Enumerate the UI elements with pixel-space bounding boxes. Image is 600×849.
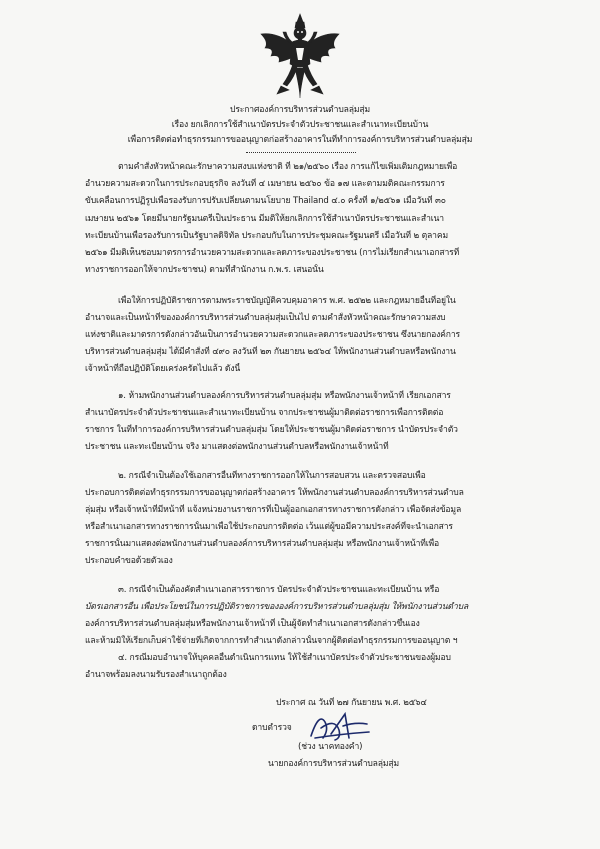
header-divider xyxy=(246,152,356,153)
signer-name: (ช่วง นาคทองคำ) xyxy=(298,742,363,752)
paragraph-1-line: ๒๕๖๑ มีมติเห็นชอบมาตรการอำนวยความสะดวกและลดภาระของประชาชน (การไม่เรียกสำเนาเอกสารที่ xyxy=(85,248,460,258)
announcement-date: ประกาศ ณ วันที่ ๒๗ กันยายน พ.ศ. ๒๕๖๔ xyxy=(276,698,427,708)
garuda-emblem-icon xyxy=(255,12,345,100)
paragraph-2-line: เพื่อให้การปฏิบัติราชการตามพระราชบัญญัติควบคุมอาคาร พ.ศ. ๒๕๒๒ และกฎหมายอื่นที่อยู่ใน xyxy=(118,296,456,306)
item-2-line: หรือสำเนาเอกสารทางราชการนั้นมาเพื่อใช้ประกอบการติดต่อ เว้นแต่ผู้ขอมีความประสงค์ที่จะนำเอกสาร xyxy=(85,522,453,532)
item-3-line: บัตรเอกสารอื่น เพื่อประโยชน์ในการปฏิบัติราชการขององค์การบริหารส่วนตำบลลุ่มสุ่ม ให้พนักงานส่วนตำบล xyxy=(85,602,469,612)
item-2-line: ประกอบคำขอด้วยตัวเอง xyxy=(85,556,173,566)
item-1-line: ราชการ ในที่ทำการองค์การบริหารส่วนตำบลลุ่มสุ่ม โดยให้ประชาชนผู้มาติดต่อราชการ นำบัตรประจำตัว xyxy=(85,425,458,435)
paragraph-1-line: ขับเคลื่อนการปฏิรูปเพื่อรองรับการปรับเปลี่ยนตามนโยบาย Thailand ๔.๐ ครั้งที่ ๑/๒๕๖๑ เมื่อวันที่ ๓๐ xyxy=(85,196,446,206)
subject-line: เรื่อง ยกเลิกการใช้สำเนาบัตรประจำตัวประชาชนและสำเนาทะเบียนบ้าน xyxy=(171,120,429,130)
paragraph-2-line: เจ้าหน้าที่ถือปฏิบัติโดยเคร่งครัดไปแล้ว ดังนี้ xyxy=(85,364,241,374)
paragraph-1-line: ทางราชการออกให้จากประชาชน) ตามที่สำนักงาน ก.พ.ร. เสนอนั้น xyxy=(85,265,324,275)
item-3-line: และห้ามมิให้เรียกเก็บค่าใช้จ่ายที่เกิดจากการทำสำเนาดังกล่าวนั้นจากผู้ติดต่อทำธุรกรรมการขออนุญาต ฯ xyxy=(85,636,458,646)
paragraph-2-line: แห่งชาติและมาตรการดังกล่าวอันเป็นการอำนวยความสะดวกและลดภาระของประชาชน ซึ่งนายกองค์การ xyxy=(85,330,460,340)
item-1-line: สำเนาบัตรประจำตัวประชาชนและสำเนาทะเบียนบ้าน จากประชาชนผู้มาติดต่อราชการเพื่อการติดต่อ xyxy=(85,408,444,418)
paragraph-1-line: ตามคำสั่งหัวหน้าคณะรักษาความสงบแห่งชาติ ที่ ๒๑/๒๕๖๐ เรื่อง การแก้ไขเพิ่มเติมกฎหมายเพื่อ xyxy=(118,162,458,172)
item-3-line: ๓. กรณีจำเป็นต้องคัดสำเนาเอกสารราชการ บัตรประจำตัวประชาชนและทะเบียนบ้าน หรือ xyxy=(118,585,440,595)
signer-position: นายกองค์การบริหารส่วนตำบลลุ่มสุ่ม xyxy=(268,759,400,769)
item-2-line: ประกอบการติดต่อทำธุรกรรมการขออนุญาตก่อสร้างอาคาร ให้พนักงานส่วนตำบลองค์การบริหารส่วนตำบล xyxy=(85,488,464,498)
item-1-line: ประชาชน และทะเบียนบ้าน จริง มาแสดงต่อพนักงานส่วนตำบลหรือพนักงานเจ้าหน้าที่ xyxy=(85,442,389,452)
purpose-line: เพื่อการติดต่อทำธุรกรรมการขออนุญาตก่อสร้างอาคารในที่ทำการองค์การบริหารส่วนตำบลลุ่มสุ่ม xyxy=(127,135,473,145)
item-2-line: ลุ่มสุ่ม หรือเจ้าหน้าที่มีหน้าที่ แจ้งหน่วยงานราชการที่เป็นผู้ออกเอกสารทางราชการดังกล่าว เพื่อจัดส่งข้อมูล xyxy=(85,505,462,515)
paragraph-1-line: เมษายน ๒๕๖๑ โดยมีนายกรัฐมนตรีเป็นประธาน มีมติให้ยกเลิกการใช้สำเนาบัตรประชาชนและสำเนา xyxy=(85,214,444,224)
paragraph-1-line: อำนวยความสะดวกในการประกอบธุรกิจ ลงวันที่ ๔ เมษายน ๒๕๖๐ ข้อ ๑๗ และตามมติคณะกรรมการ xyxy=(85,179,445,189)
signer-rank: ดาบตำรวจ xyxy=(252,723,292,733)
paragraph-1-line: ทะเบียนบ้านเพื่อรองรับการเป็นรัฐบาลดิจิทัล ประกอบกับในการประชุมคณะรัฐมนตรี เมื่อวันที่ ๒ ตุลาคม xyxy=(85,231,448,241)
item-4-line: ๔. กรณีมอบอำนาจให้บุคคลอื่นดำเนินการแทน ให้ใช้สำเนาบัตรประจำตัวประชาชนของผู้มอบ xyxy=(118,653,451,663)
paragraph-2-line: อำนาจและเป็นหน้าที่ขององค์การบริหารส่วนตำบลลุ่มสุ่มเป็นไป ตามคำสั่งหัวหน้าคณะรักษาความสงบ xyxy=(85,313,446,323)
item-1-line: ๑. ห้ามพนักงานส่วนตำบลองค์การบริหารส่วนตำบลลุ่มสุ่ม หรือพนักงานเจ้าหน้าที่ เรียกเอกสาร xyxy=(118,391,451,401)
item-2-line: ๒. กรณีจำเป็นต้องใช้เอกสารอื่นที่ทางราชการออกให้ในการสอบสวน และตรวจสอบเพื่อ xyxy=(118,471,426,481)
item-3-line: องค์การบริหารส่วนตำบลลุ่มสุ่มหรือพนักงานเจ้าหน้าที่ เป็นผู้จัดทำสำเนาเอกสารดังกล่าวขึ้นเอง xyxy=(85,619,420,629)
handwritten-signature xyxy=(305,708,375,744)
item-4-line: อำนาจพร้อมลงนามรับรองสำเนาถูกต้อง xyxy=(85,670,227,680)
announcement-title: ประกาศองค์การบริหารส่วนตำบลลุ่มสุ่ม xyxy=(230,105,370,115)
item-2-line: ราชการนั้นมาแสดงต่อพนักงานส่วนตำบลองค์การบริหารส่วนตำบลลุ่มสุ่ม หรือพนักงานเจ้าหน้าที่เพื่อ xyxy=(85,539,440,549)
paragraph-2-line: บริหารส่วนตำบลลุ่มสุ่ม ได้มีคำสั่งที่ ๔๙๐ ลงวันที่ ๒๓ กันยายน ๒๕๖๔ ให้พนักงานส่วนตำบลหรือพนักงาน xyxy=(85,347,456,357)
